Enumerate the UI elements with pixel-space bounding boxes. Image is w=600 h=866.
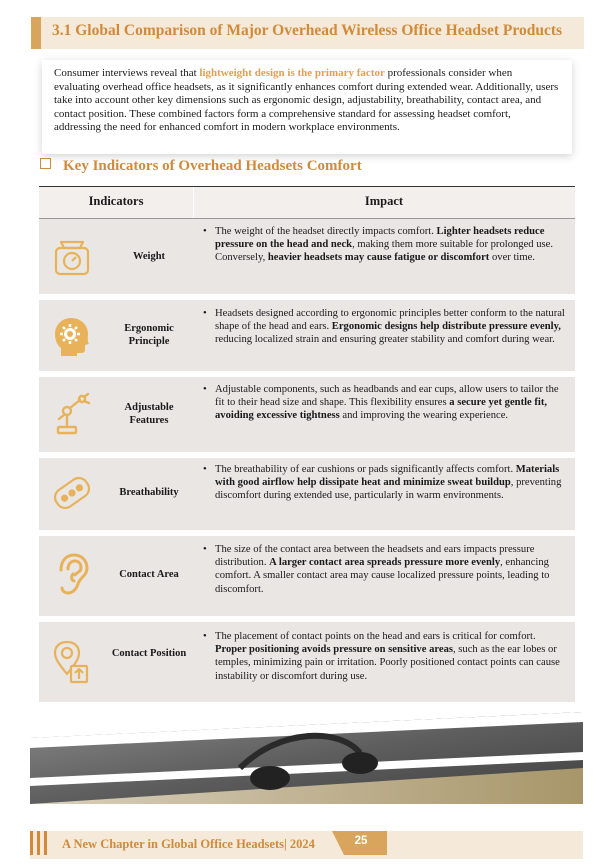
section-title-text: Key Indicators of Overhead Headsets Comfort <box>63 158 362 174</box>
impact-segment: Adjustable components, such as headbands and ear cups, allow users to tailor the fit to their head size and shape. This flexibility ensures <box>215 384 559 409</box>
table-row <box>39 536 575 622</box>
impact-segment: The size of the contact area between the headsets and ears impacts pressure distribution. <box>215 544 535 569</box>
indicator-label: Contact Position <box>111 648 187 659</box>
intro-text-end: professionals consider when evaluating overhead office headsets, as it significantly enhances comfort during extended wear. Additionally, users take into account other key dimensions such as ergonomic design, adjustability, breathability, contact area, and contact position. These combined factors form a comprehensive standard for assessing headset comfort, addressing the need for enhanced comfort in modern workplace environments. <box>54 67 559 134</box>
table-row <box>39 300 575 377</box>
impact-emphasis: Materials with good airflow help dissipate heat and minimize sweat buildup <box>215 464 560 489</box>
table-row <box>39 458 575 536</box>
impact-segment: over time. <box>489 252 535 264</box>
impact-text <box>203 543 565 596</box>
location-pin-icon <box>47 638 97 688</box>
footer-separator: | <box>283 837 287 851</box>
impact-emphasis: A larger contact area spreads pressure more evenly <box>269 557 501 569</box>
impact-segment: The placement of contact points on the head and ears is critical for comfort. <box>215 631 536 642</box>
bullet: • <box>203 308 207 319</box>
indicator-label: Contact Area <box>119 569 179 580</box>
bullet: • <box>203 544 207 555</box>
table-row <box>39 219 575 300</box>
bullet: • <box>203 384 207 395</box>
indicator-label: Ergonomic Principle <box>124 323 174 347</box>
ear-icon <box>47 548 97 598</box>
impact-body <box>215 543 565 596</box>
table-header <box>39 186 575 219</box>
head-gear-icon <box>47 310 97 360</box>
page-title: 3.1 Global Comparison of Major Overhead Wireless Office Headset Products <box>52 22 563 39</box>
page-number: 25 <box>354 835 368 847</box>
intro-text-start: Consumer interviews reveal that <box>54 67 200 79</box>
table-row <box>39 622 575 708</box>
intro-text <box>42 60 572 135</box>
impact-segment: The breathability of ear cushions or pads significantly affects comfort. <box>215 464 516 475</box>
impact-text <box>203 225 565 265</box>
cushion-icon <box>47 468 97 518</box>
impact-text <box>203 630 565 683</box>
impact-emphasis: a secure yet gentle fit, avoiding excessive tightness <box>215 397 548 422</box>
intro-highlight: lightweight design is the primary factor <box>199 67 385 79</box>
impact-segment: and improving the wearing experience. <box>339 410 509 422</box>
square-bullet-icon <box>40 158 51 169</box>
impact-emphasis: heavier headsets may cause fatigue or discomfort <box>267 252 490 264</box>
impact-body <box>215 383 565 423</box>
scale-icon <box>47 232 97 282</box>
impact-body <box>215 463 565 503</box>
impact-text <box>203 383 565 423</box>
indicator-label: Adjustable Features <box>124 402 174 426</box>
impact-emphasis: Proper positioning avoids pressure on sensitive areas <box>215 644 453 656</box>
impact-emphasis: Lighter headsets reduce pressure on the head and neck <box>215 226 545 251</box>
impact-segment: , such as the ear lobes or temples, minimizing pain or irritation. Poorly positioned contact points can cause instability or discomfort during use. <box>215 644 560 682</box>
header-indicators: Indicators <box>88 194 144 208</box>
impact-segment: , making them more suitable for prolonged use. Conversely, <box>215 239 554 264</box>
header-impact: Impact <box>364 194 404 208</box>
section-title <box>40 158 362 175</box>
robot-arm-icon <box>47 389 97 439</box>
bullet: • <box>203 464 207 475</box>
impact-body <box>215 630 565 683</box>
indicators-table <box>39 186 575 708</box>
footer-year: 2024 <box>286 837 315 851</box>
impact-segment: Headsets designed according to ergonomic principles better conform to the natural shape of the head and ears. <box>215 308 565 333</box>
impact-segment: , preventing discomfort during extended use, particularly in warm environments. <box>215 477 562 502</box>
footer-title <box>62 837 315 852</box>
intro-box <box>42 60 572 154</box>
table-row <box>39 377 575 458</box>
indicator-label: Breathability <box>119 487 179 498</box>
header-accent <box>31 17 41 49</box>
impact-text <box>203 463 565 503</box>
bullet: • <box>203 631 207 642</box>
impact-emphasis: Ergonomic designs help distribute pressure evenly, <box>331 321 561 333</box>
impact-text <box>203 307 565 347</box>
impact-segment: , enhancing comfort. A smaller contact area may cause localized pressure points, leading to discomfort. <box>215 557 550 595</box>
impact-body <box>215 225 565 265</box>
impact-body <box>215 307 565 347</box>
footer-title-text: A New Chapter in Global Office Headsets <box>62 837 284 851</box>
impact-segment: reducing localized strain and ensuring greater stability and comfort during wear. <box>215 334 555 346</box>
indicator-label: Weight <box>132 251 166 262</box>
impact-segment: The weight of the headset directly impacts comfort. <box>215 226 437 237</box>
decorative-headset-photo <box>30 708 583 804</box>
bullet: • <box>203 226 207 237</box>
